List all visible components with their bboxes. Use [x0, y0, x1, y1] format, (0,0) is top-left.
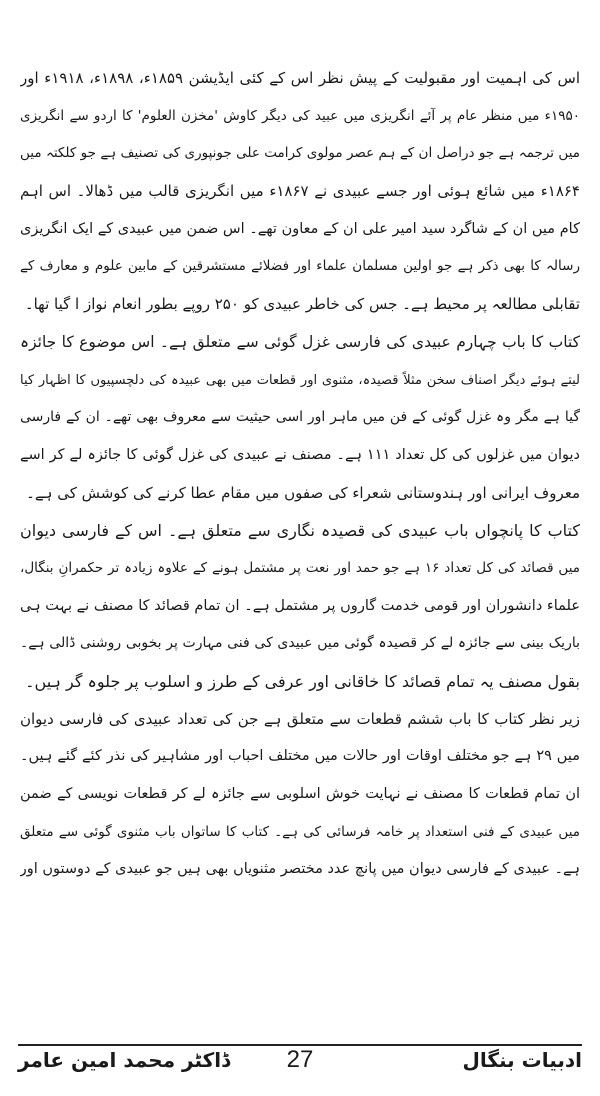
- text-line-10: گیا ہے مگر وہ غزل گوئی کے فن میں ماہر اور اسی حیثیت سے معروف بھی تھے۔ ان کے فارسی: [20, 409, 580, 426]
- page-footer: [18, 1046, 582, 1086]
- text-line-16: باریک بینی سے جائزہ لے کر قصیدہ گوئی میں عبیدی کی فنی مہارت پر بخوبی روشنی ڈالی ہے۔: [20, 635, 580, 652]
- text-line-15: علماء دانشوران اور قومی خدمت گاروں پر مشتمل ہے۔ ان تمام قصائد کا مصنف نے بہت ہی: [20, 597, 580, 614]
- body-text: [20, 60, 580, 889]
- text-line-13: کتاب کا پانچواں باب عبیدی کی قصیدہ نگاری سے متعلق ہے۔ اس کے فارسی دیوان: [20, 521, 580, 541]
- text-line-18: زیر نظر کتاب کا باب ششم قطعات سے متعلق ہے جن کی تعداد عبیدی کی فارسی دیوان: [20, 709, 580, 728]
- footer-journal-title: ادبیات بنگال: [462, 1048, 582, 1072]
- text-line-17: بقول مصنف یہ تمام قصائد کا خاقانی اور عرفی کے طرز و اسلوب پر جلوہ گر ہیں۔: [25, 672, 580, 691]
- text-line-12: معروف ایرانی اور ہندوستانی شعراء کی صفوں میں مقام عطا کرنے کی کوشش کی ہے۔: [26, 483, 580, 502]
- text-line-7: تقابلی مطالعہ پر محیط ہے۔ جس کی خاطر عبیدی کو ۲۵۰ روپے بطور انعام نواز ا گیا تھا۔: [24, 295, 580, 314]
- text-line-20: ان تمام قطعات کا مصنف نے نہایت خوش اسلوبی سے جائزہ لے کر قطعات نویسی کے ضمن: [20, 786, 580, 803]
- text-line-19: میں ۲۹ ہے جو مختلف اوقات اور حالات میں مختلف احباب اور مشاہیر کی نذر کئے گئے ہیں۔: [20, 748, 580, 765]
- text-line-14: میں قصائد کی کل تعداد ۱۶ ہے جو حمد اور نعت پر مشتمل ہونے کے علاوہ زیادہ تر حکمرانِ بنگال،: [20, 559, 580, 576]
- text-line-6: رسالہ کا بھی ذکر ہے جو اولین مسلمان علماء اور فضلائے مستشرقین کے مابین علوم و معارف کے: [20, 258, 580, 275]
- text-line-5: کام میں ان کے شاگرد سید امیر علی ان کے معاون تھے۔ اس ضمن میں عبیدی کے ایک انگریزی: [20, 220, 580, 237]
- page-number: 27: [286, 1046, 314, 1073]
- text-line-3: میں ترجمہ ہے جو دراصل ان کے ہم عصر مولوی کرامت علی جونپوری کی تصنیف ہے جو کلکتہ میں: [20, 145, 580, 162]
- footer-author: ڈاکٹر محمد امین عامر: [18, 1048, 231, 1072]
- text-line-21: میں عبیدی کے فنی استعداد پر خامہ فرسائی کی ہے۔ کتاب کا ساتواں باب مثنوی گوئی سے متعلق: [20, 823, 580, 840]
- text-line-22: ہے۔ عبیدی کے فارسی دیوان میں پانچ عدد مختصر مثنویاں بھی ہیں جو عبیدی کے دوستوں اور: [20, 861, 580, 878]
- text-line-11: دیوان میں غزلوں کی کل تعداد ۱۱۱ ہے۔ مصنف نے عبیدی کی غزل گوئی کا جائزہ لے کر اسے: [20, 446, 580, 463]
- text-line-1: اس کی اہمیت اور مقبولیت کے پیش نظر اس کے کئی ایڈیشن ۱۸۵۹ء، ۱۸۹۸ء، ۱۹۱۸ء اور: [20, 69, 580, 87]
- text-line-2: ۱۹۵۰ء میں منظر عام پر آئے انگریزی میں عبید کی دیگر کاوش 'مخزن العلوم' کا اردو سے انگریزی: [20, 107, 580, 124]
- text-line-8: کتاب کا باب چہارم عبیدی کی فارسی غزل گوئی سے متعلق ہے۔ اس موضوع کا جائزہ: [20, 332, 580, 351]
- text-line-9: لیتے ہوئے دیگر اصناف سخن مثلاً قصیدہ، مثنوی اور قطعات میں بھی عبیدہ کی دلچسپیوں کا اظہار کیا: [20, 372, 580, 388]
- text-line-4: ۱۸۶۴ء میں شائع ہوئی اور جسے عبیدی نے ۱۸۶۷ء میں انگریزی قالب میں ڈھالا۔ اس اہم: [20, 182, 580, 201]
